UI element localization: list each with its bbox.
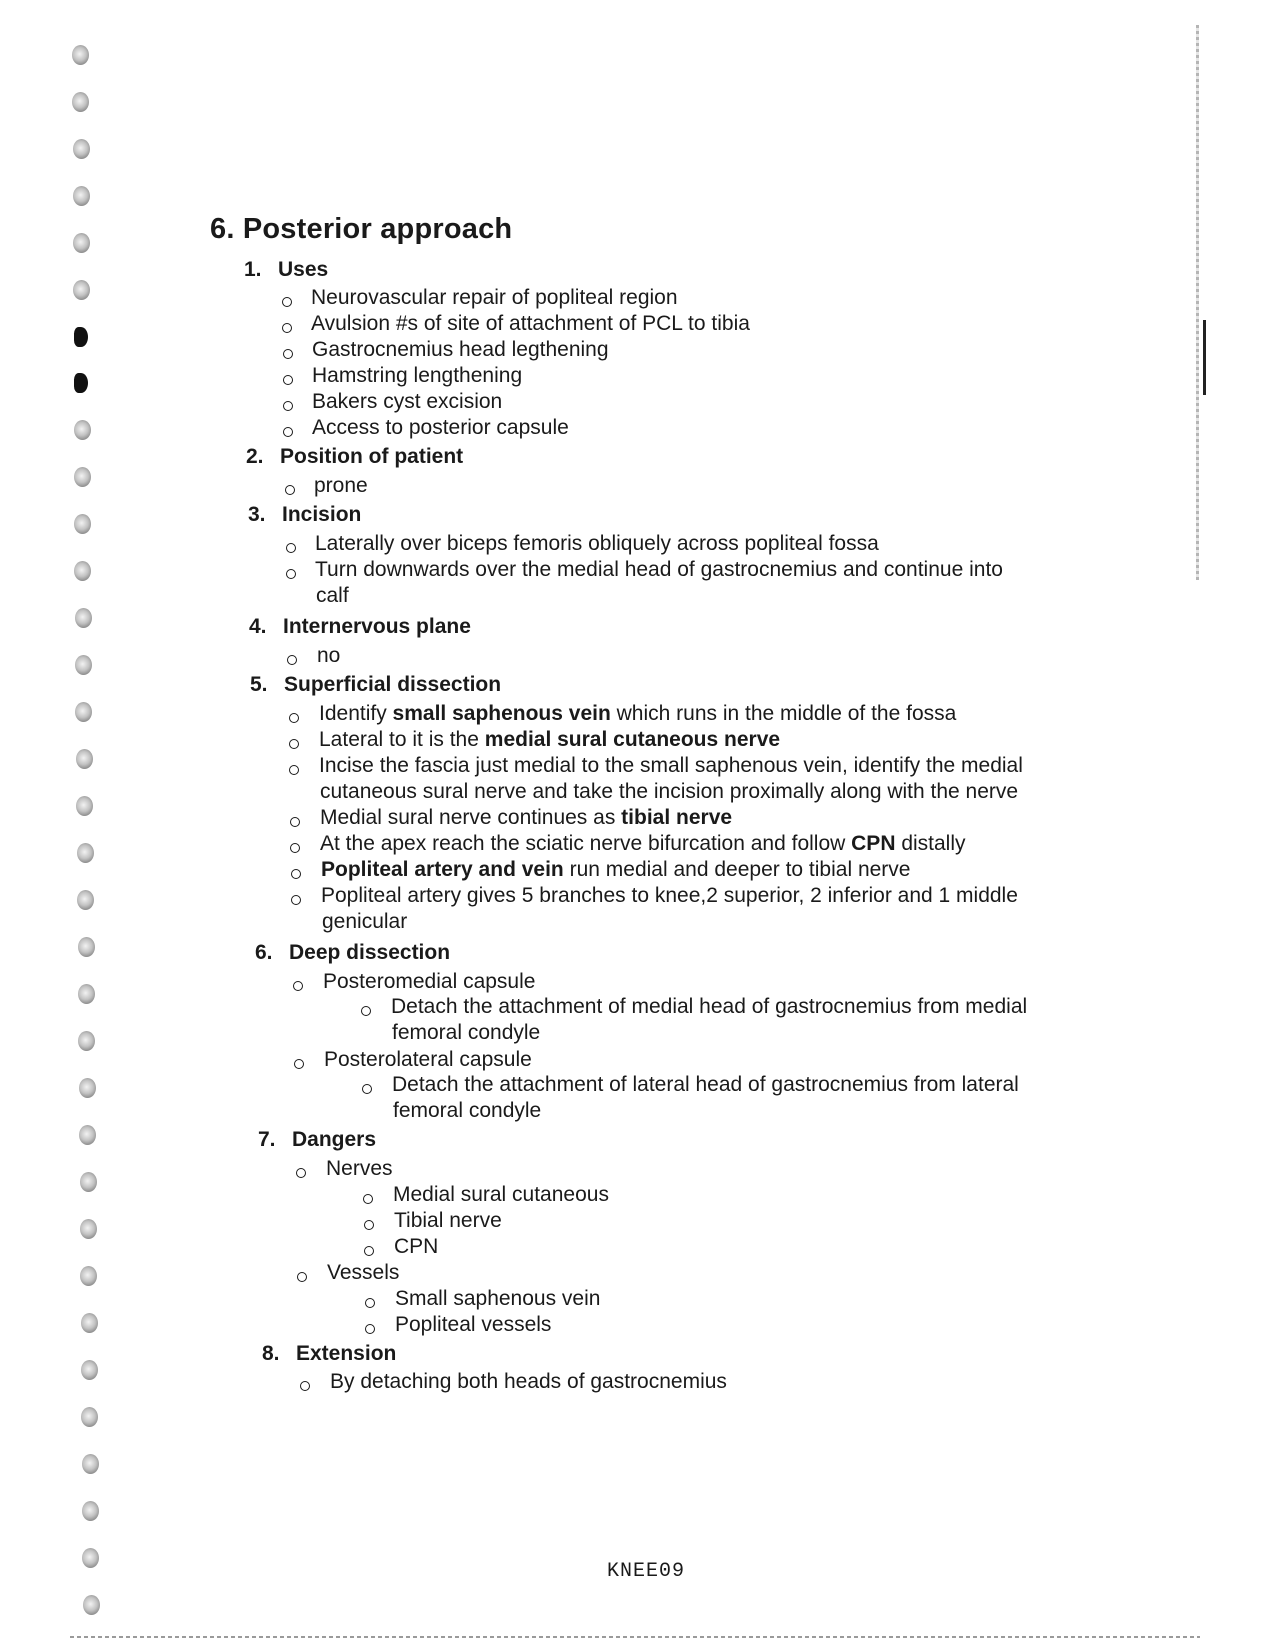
bullet-icon <box>361 1006 371 1016</box>
sub-list-item: Popliteal vessels <box>395 1313 552 1336</box>
bullet-icon <box>297 1272 307 1282</box>
binder-hole-icon <box>74 373 88 393</box>
bullet-icon <box>287 655 297 665</box>
list-item: Avulsion #s of site of attachment of PCL to tibia <box>311 312 750 335</box>
list-item: Nerves <box>326 1157 393 1180</box>
list-item: By detaching both heads of gastrocnemius <box>330 1370 727 1393</box>
binder-hole-icon <box>72 45 89 65</box>
section-heading: 1. Uses <box>244 258 329 281</box>
binder-hole-icon <box>82 1548 99 1568</box>
binder-hole-icon <box>73 139 90 159</box>
list-item-continuation: femoral condyle <box>393 1099 542 1122</box>
list-item: Posterolateral capsule <box>324 1048 532 1071</box>
list-item-continuation: calf <box>316 584 349 607</box>
bullet-icon <box>283 375 293 385</box>
list-item: Laterally over biceps femoris obliquely across popliteal fossa <box>315 532 879 555</box>
section-heading: 7. Dangers <box>258 1128 377 1151</box>
binder-hole-icon <box>81 1360 98 1380</box>
bullet-icon <box>286 569 296 579</box>
bullet-icon <box>282 297 292 307</box>
list-item: Access to posterior capsule <box>312 416 569 439</box>
binder-hole-icon <box>74 420 91 440</box>
scan-edge <box>1196 25 1199 580</box>
binder-hole-icon <box>79 1125 96 1145</box>
list-item: Posteromedial capsule <box>323 970 536 993</box>
section-heading: 3. Incision <box>248 503 362 526</box>
bullet-icon <box>364 1220 374 1230</box>
sub-list-item: Detach the attachment of lateral head of gastrocnemius from lateral <box>392 1073 1019 1096</box>
bullet-icon <box>286 543 296 553</box>
bullet-icon <box>296 1168 306 1178</box>
list-item: At the apex reach the sciatic nerve bifurcation and follow CPN distally <box>320 832 966 855</box>
section-heading: 2. Position of patient <box>246 445 464 468</box>
bullet-icon <box>290 843 300 853</box>
binder-hole-icon <box>74 561 91 581</box>
binder-hole-icon <box>76 796 93 816</box>
bullet-icon <box>282 323 292 333</box>
page-footer: KNEE09 <box>607 1560 686 1583</box>
binder-hole-icon <box>79 1078 96 1098</box>
binder-hole-icon <box>75 655 92 675</box>
section-heading: 4. Internervous plane <box>249 615 471 638</box>
bullet-icon <box>364 1246 374 1256</box>
sub-list-item: Medial sural cutaneous <box>393 1183 609 1206</box>
list-item: Bakers cyst excision <box>312 390 503 413</box>
binder-hole-icon <box>77 843 94 863</box>
list-item: Neurovascular repair of popliteal region <box>311 286 678 309</box>
bullet-icon <box>290 817 300 827</box>
binder-hole-icon <box>77 890 94 910</box>
bullet-icon <box>294 1059 304 1069</box>
binder-hole-icon <box>78 937 95 957</box>
sub-list-item: CPN <box>394 1235 439 1258</box>
binder-hole-icon <box>74 514 91 534</box>
list-item: Vessels <box>327 1261 400 1284</box>
bullet-icon <box>289 739 299 749</box>
list-item: Hamstring lengthening <box>312 364 523 387</box>
bullet-icon <box>293 981 303 991</box>
sub-list-item: Tibial nerve <box>394 1209 502 1232</box>
binder-hole-icon <box>74 467 91 487</box>
bullet-icon <box>289 713 299 723</box>
section-heading: 8. Extension <box>262 1342 397 1365</box>
list-item-continuation: genicular <box>322 910 408 933</box>
binder-hole-icon <box>73 186 90 206</box>
binder-hole-icon <box>72 92 89 112</box>
list-item: Popliteal artery and vein run medial and deeper to tibial nerve <box>321 858 911 881</box>
bullet-icon <box>291 869 301 879</box>
binder-hole-icon <box>81 1313 98 1333</box>
binder-hole-icon <box>75 608 92 628</box>
list-item: prone <box>314 474 368 497</box>
list-item: Lateral to it is the medial sural cutaneous nerve <box>319 728 781 751</box>
binder-hole-icon <box>78 1031 95 1051</box>
bullet-icon <box>283 401 293 411</box>
list-item: Gastrocnemius head legthening <box>312 338 609 361</box>
sub-list-item: Detach the attachment of medial head of gastrocnemius from medial <box>391 995 1028 1018</box>
binder-hole-icon <box>74 327 88 347</box>
section-heading: 5. Superficial dissection <box>250 673 502 696</box>
list-item: Identify small saphenous vein which runs in the middle of the fossa <box>319 702 957 725</box>
list-item: no <box>317 644 341 667</box>
list-item: Incise the fascia just medial to the small saphenous vein, identify the medial <box>319 754 1023 777</box>
scan-bottom-edge <box>70 1636 1200 1638</box>
list-item-continuation: femoral condyle <box>392 1021 541 1044</box>
binder-hole-icon <box>73 233 90 253</box>
bullet-icon <box>289 765 299 775</box>
binder-hole-icon <box>82 1454 99 1474</box>
binder-hole-icon <box>78 984 95 1004</box>
scan-mark <box>1203 320 1206 395</box>
list-item: Turn downwards over the medial head of gastrocnemius and continue into <box>315 558 1003 581</box>
page-title: 6. Posterior approach <box>210 213 513 245</box>
bullet-icon <box>283 349 293 359</box>
binder-hole-icon <box>80 1266 97 1286</box>
bullet-icon <box>283 427 293 437</box>
section-heading: 6. Deep dissection <box>255 941 451 964</box>
list-item: Medial sural nerve continues as tibial nerve <box>320 806 733 829</box>
list-item-continuation: cutaneous sural nerve and take the incision proximally along with the nerve <box>320 780 1019 803</box>
binder-hole-icon <box>73 280 90 300</box>
bullet-icon <box>285 485 295 495</box>
bullet-icon <box>365 1324 375 1334</box>
bullet-icon <box>363 1194 373 1204</box>
binder-hole-icon <box>82 1501 99 1521</box>
sub-list-item: Small saphenous vein <box>395 1287 601 1310</box>
binder-hole-icon <box>80 1219 97 1239</box>
binder-hole-icon <box>81 1407 98 1427</box>
bullet-icon <box>365 1298 375 1308</box>
binder-hole-icon <box>75 702 92 722</box>
bullet-icon <box>362 1084 372 1094</box>
bullet-icon <box>291 895 301 905</box>
bullet-icon <box>300 1381 310 1391</box>
binder-hole-icon <box>76 749 93 769</box>
binder-hole-icon <box>83 1595 100 1615</box>
binder-hole-icon <box>80 1172 97 1192</box>
list-item: Popliteal artery gives 5 branches to knee,2 superior, 2 inferior and 1 middle <box>321 884 1018 907</box>
